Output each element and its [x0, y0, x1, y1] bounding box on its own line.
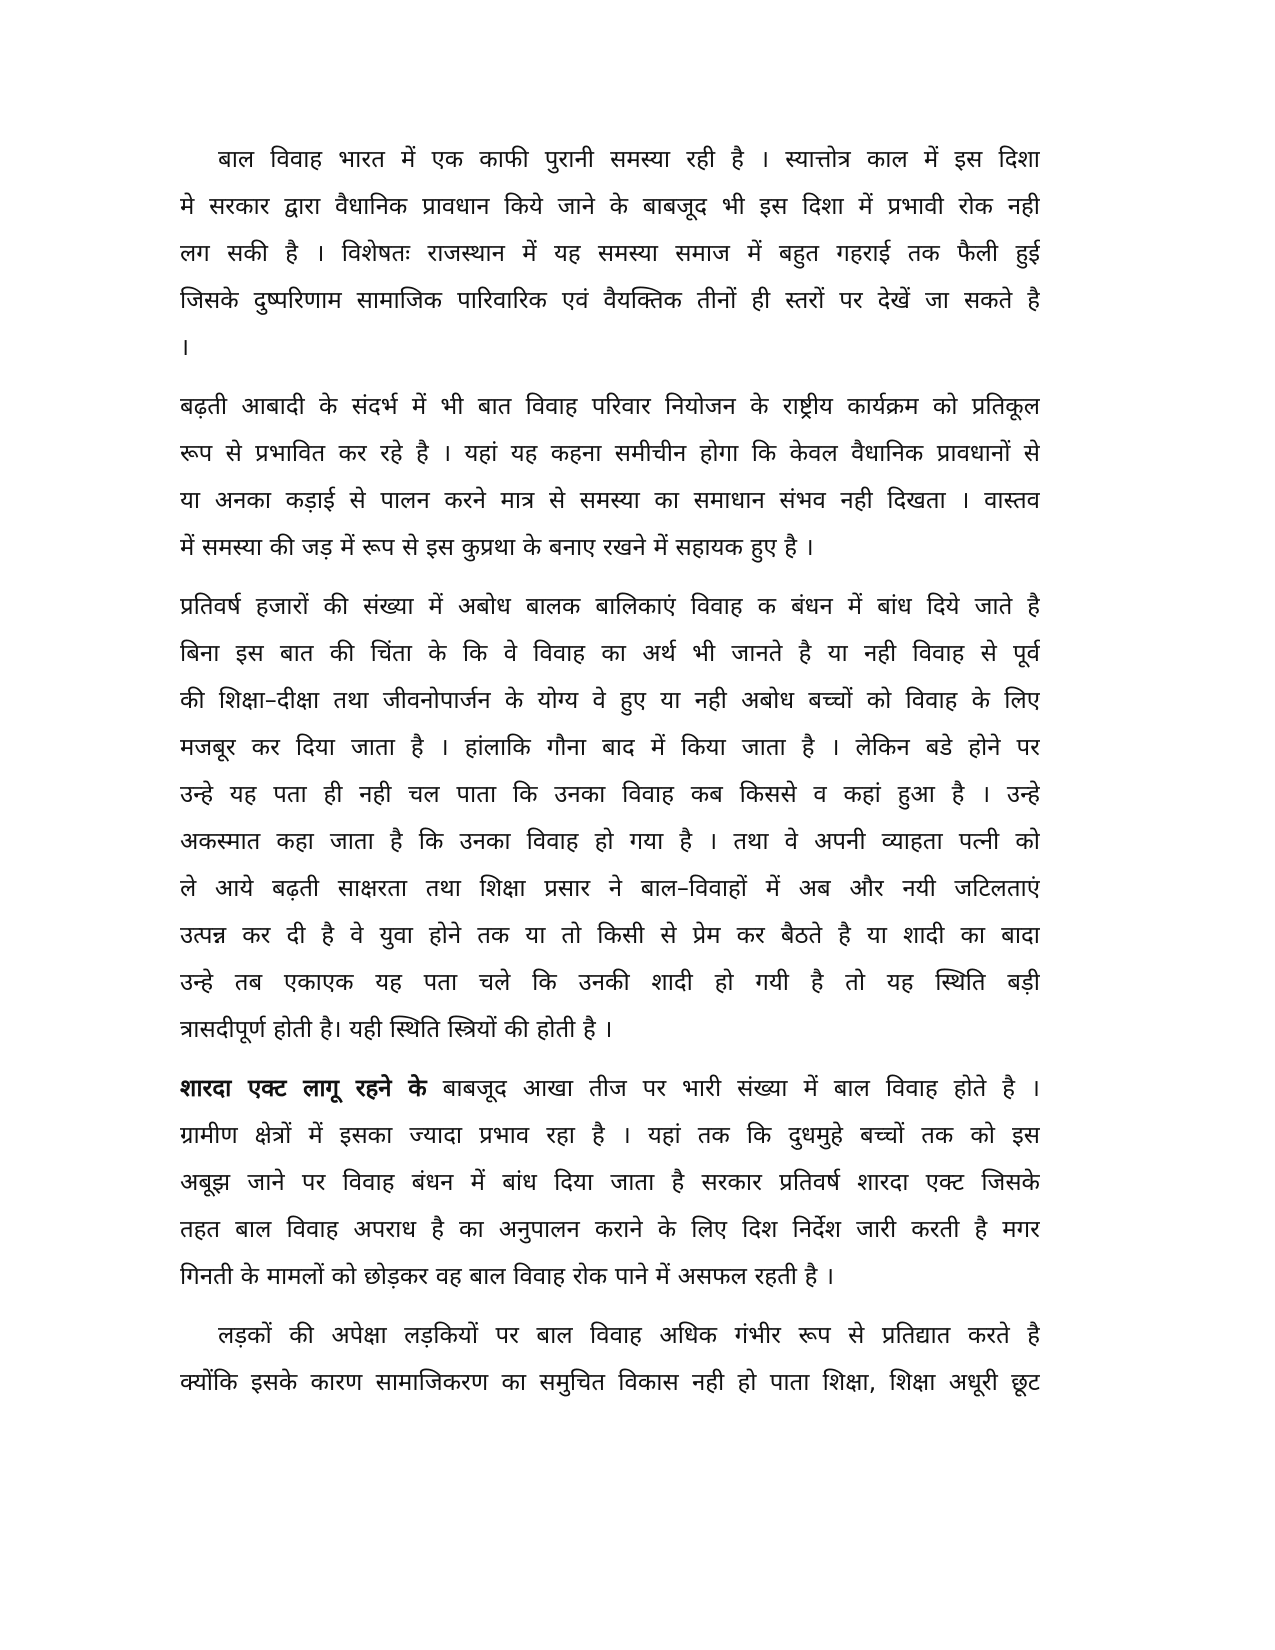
- text-line: प्रतिवर्ष हजारों की संख्या में अबोध बालक बालिकाएं विवाह क बंधन में बांध दिये जाते है: [180, 592, 1040, 620]
- text-line: मे सरकार द्वारा वैधानिक प्रावधान किये जाने के बाबजूद भी इस दिशा में प्रभावी रोक नही: [180, 192, 1040, 220]
- text-line: उत्पन्न कर दी है वे युवा होने तक या तो किसी से प्रेम कर बैठते है या शादी का बादा: [180, 921, 1040, 949]
- text-line: की शिक्षा–दीक्षा तथा जीवनोपार्जन के योग्य वे हुए या नही अबोध बच्चों को विवाह के लिए: [180, 686, 1040, 714]
- text-line: रूप से प्रभावित कर रहे है । यहां यह कहना समीचीन होगा कि केवल वैधानिक प्रावधानों से: [180, 439, 1040, 467]
- text-line-with-lead: [180, 1065, 1040, 1112]
- text-line: लड़कों की अपेक्षा लड़कियों पर बाल विवाह अधिक गंभीर रूप से प्रतिद्यात करते है: [218, 1321, 1040, 1349]
- text-line: त्रासदीपूर्ण होती है। यही स्थिति स्त्रियों की होती है ।: [180, 1015, 613, 1043]
- text-line: ले आये बढ़ती साक्षरता तथा शिक्षा प्रसार ने बाल–विवाहों में अब और नयी जटिलताएं: [180, 874, 1040, 902]
- text-line: उन्हे यह पता ही नही चल पाता कि उनका विवाह कब किससे व कहां हुआ है । उन्हे: [180, 780, 1040, 808]
- lead-line-rest: बाबजूद आखा तीज पर भारी संख्या में बाल विवाह होते है ।: [426, 1074, 1040, 1102]
- text-line: लग सकी है । विशेषतः राजस्थान में यह समस्या समाज में बहुत गहराई तक फैली हुई: [180, 239, 1040, 267]
- paragraph-2: [180, 383, 1040, 571]
- text-line: बिना इस बात की चिंता के कि वे विवाह का अर्थ भी जानते है या नही विवाह से पूर्व: [180, 639, 1040, 667]
- paragraph-1: [180, 136, 1040, 371]
- text-line: बढ़ती आबादी के संदर्भ में भी बात विवाह परिवार नियोजन के राष्ट्रीय कार्यक्रम को प्रतिकूल: [180, 392, 1040, 420]
- text-line: अबूझ जाने पर विवाह बंधन में बांध दिया जाता है सरकार प्रतिवर्ष शारदा एक्ट जिसके: [180, 1168, 1040, 1196]
- paragraph-4: [180, 1065, 1040, 1300]
- document-body: [180, 136, 1040, 1418]
- text-line: मजबूर कर दिया जाता है । हांलाकि गौना बाद में किया जाता है । लेकिन बडे होने पर: [180, 733, 1040, 761]
- paragraph-3: [180, 583, 1040, 1053]
- text-line: जिसके दुष्परिणाम सामाजिक पारिवारिक एवं वैयक्तिक तीनों ही स्तरों पर देखें जा सकते है: [180, 286, 1040, 314]
- text-line: अकस्मात कहा जाता है कि उनका विवाह हो गया है । तथा वे अपनी व्याहता पत्नी को: [180, 827, 1040, 855]
- text-line: तहत बाल विवाह अपराध है का अनुपालन कराने के लिए दिश निर्देश जारी करती है मगर: [180, 1215, 1040, 1243]
- text-line: क्योंकि इसके कारण सामाजिकरण का समुचित विकास नही हो पाता शिक्षा, शिक्षा अधूरी छूट: [180, 1368, 1040, 1396]
- bold-lead-phrase: शारदा एक्ट लागू रहने के: [180, 1074, 427, 1102]
- text-line: बाल विवाह भारत में एक काफी पुरानी समस्या रही है । स्यात्तोत्र काल में इस दिशा: [218, 145, 1040, 173]
- text-line: ।: [180, 333, 190, 361]
- text-line: गिनती के मामलों को छोड़कर वह बाल विवाह रोक पाने में असफल रहती है ।: [180, 1262, 835, 1290]
- text-line: उन्हे तब एकाएक यह पता चले कि उनकी शादी हो गयी है तो यह स्थिति बड़ी: [180, 968, 1040, 996]
- text-line: ग्रामीण क्षेत्रों में इसका ज्यादा प्रभाव रहा है । यहां तक कि दुधमुहे बच्चों तक को इस: [180, 1121, 1040, 1149]
- paragraph-5: [180, 1312, 1040, 1406]
- text-line: या अनका कड़ाई से पालन करने मात्र से समस्या का समाधान संभव नही दिखता । वास्तव: [180, 486, 1040, 514]
- text-line: में समस्या की जड़ में रूप से इस कुप्रथा के बनाए रखने में सहायक हुए है ।: [180, 533, 814, 561]
